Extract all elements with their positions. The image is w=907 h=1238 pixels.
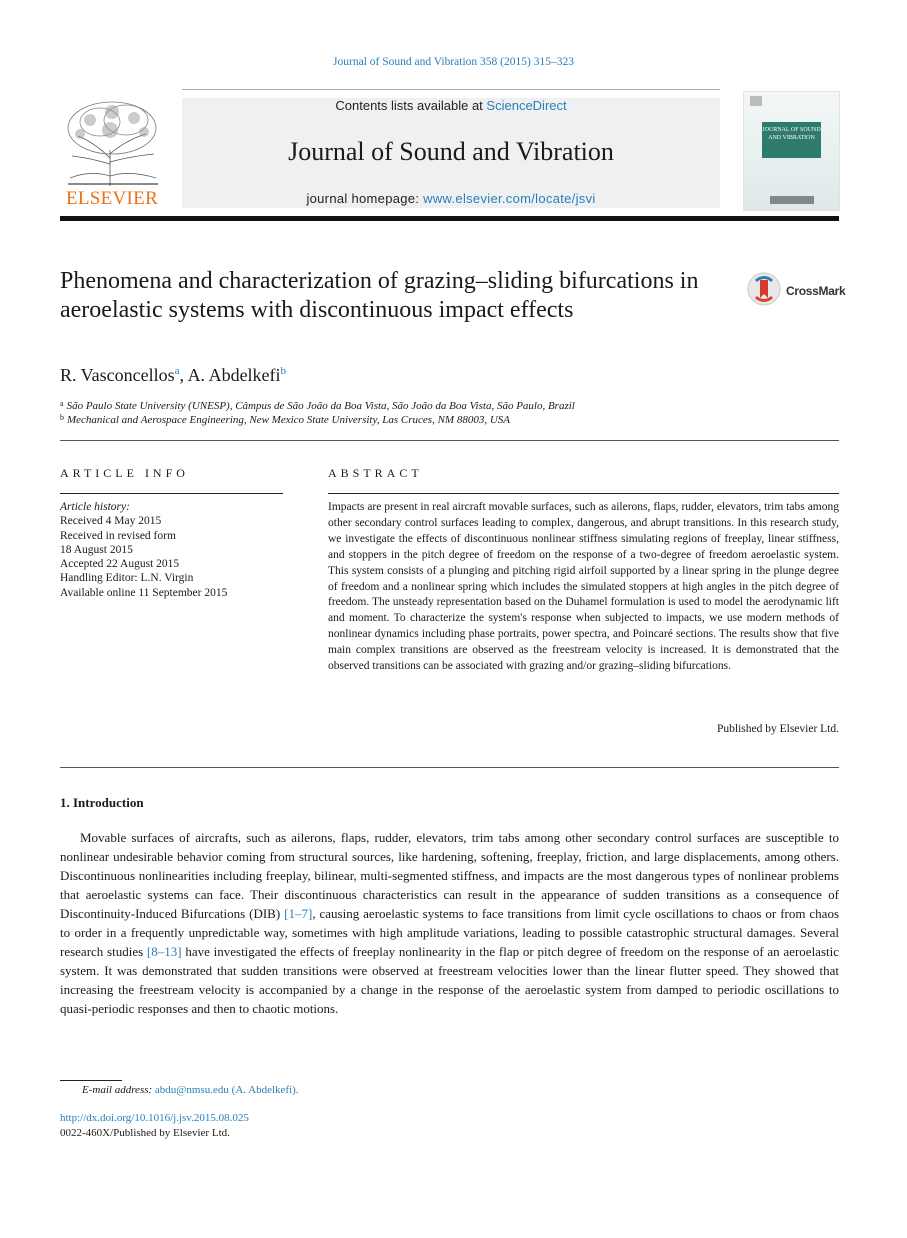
affiliation-text: São Paulo State University (UNESP), Câmpus de São João da Boa Vista, São João da Boa Vista, São Paulo, Brazil xyxy=(66,400,575,412)
cover-publisher-mark xyxy=(770,196,814,204)
affiliation-marker: a xyxy=(60,399,64,408)
footnote-rule xyxy=(60,1080,122,1081)
affiliation-b xyxy=(60,413,510,426)
elsevier-logo xyxy=(60,98,164,210)
article-history xyxy=(60,500,227,600)
reference-link[interactable]: [8–13] xyxy=(146,944,182,959)
doi-link[interactable]: http://dx.doi.org/10.1016/j.jsv.2015.08.025 xyxy=(60,1112,249,1124)
cover-corner-icon xyxy=(750,96,762,106)
journal-name: Journal of Sound and Vibration xyxy=(288,137,614,166)
issn-line: 0022-460X/Published by Elsevier Ltd. xyxy=(60,1127,230,1139)
article-info-heading: ARTICLE INFO xyxy=(60,466,189,480)
intro-text: , causing aeroelastic systems to face transitions from limit cycle oscillations to chaos or from chaos to order in a frequently unpredictable way, sometimes with high amplitude variations, leading to possible catastrophic structural damages. Several research studies xyxy=(60,906,840,959)
author-separator: , xyxy=(179,365,185,385)
elsevier-wordmark: ELSEVIER xyxy=(65,188,159,209)
history-item: Received 4 May 2015 xyxy=(60,515,162,528)
author-affiliation-marker[interactable]: b xyxy=(280,365,287,377)
header-divider xyxy=(60,440,839,441)
history-item: Received in revised form xyxy=(60,529,176,542)
masthead-bottom-rule xyxy=(60,216,839,221)
article-title: Phenomena and characterization of grazing–sliding bifurcations in aeroelastic systems with discontinuous impact effects xyxy=(60,268,699,323)
abstract-text: Impacts are present in real aircraft movable surfaces, such as ailerons, flaps, rudder, elevators, trim tabs among other secondary control surfaces leading to complex, dangerous, and abrupt transitions. In this research study, we investigate the effects of discontinuous nonlinear stiffness simulating regions of freeplay, linear stiffness, and stoppers in the pitch degree of freedom on the response of a two-degree of freedom aeroelastic system. This system consists of a plunging and pitching rigid airfoil supported by a linear spring in the plunge degree of freedom and a nonlinear spring which includes the simulated stoppers at high angles in the pitch degree of freedom. The unsteady representation based on the Duhamel formulation is used to model the aerodynamic lift and moment. To characterize the system's response when subjected to impacts, we use modern methods of nonlinear dynamics including phase portraits, power spectra, and Poincaré sections. The results show that five main complex transitions are observed as the freestream velocity is increased. It is demonstrated that the observed transitions can be associated with grazing and/or grazing–sliding bifurcations. xyxy=(328,501,839,673)
footnote-email xyxy=(82,1084,299,1096)
history-label: Article history: xyxy=(60,501,130,513)
abstract-divider xyxy=(60,767,839,768)
abstract-rule xyxy=(328,493,839,494)
author-name[interactable]: A. Abdelkefi xyxy=(187,365,281,385)
section-heading-introduction: 1. Introduction xyxy=(60,795,144,810)
contents-prefix: Contents lists available at xyxy=(335,98,483,113)
journal-citation-link[interactable]: Journal of Sound and Vibration 358 (2015) 315–323 xyxy=(333,56,574,68)
crossmark-label[interactable]: CrossMark xyxy=(786,284,846,298)
journal-cover-thumbnail[interactable] xyxy=(743,91,840,211)
contents-line xyxy=(182,98,720,113)
crossmark-icon xyxy=(746,271,782,307)
article-info-rule xyxy=(60,493,283,494)
intro-text: have investigated the effects of freeplay nonlinearity in the flap or pitch degree of freedom on the response of an aeroelastic system. It was demonstrated that sudden transitions were observed at freestream velocities lower than the linear flutter speed. They showed that increasing the freestream velocity is accompanied by a change in the response of the aeroelastic system from damped to periodic oscillations to quasi-periodic responses and then to chaotic motions. xyxy=(60,944,840,1016)
homepage-line xyxy=(182,191,720,206)
sciencedirect-link[interactable]: ScienceDirect xyxy=(486,98,567,113)
affiliation-a xyxy=(60,399,575,412)
reference-link[interactable]: [1–7] xyxy=(284,906,313,921)
history-item: Available online 11 September 2015 xyxy=(60,586,228,599)
author-name[interactable]: R. Vasconcellos xyxy=(60,365,175,385)
author-list xyxy=(60,365,286,386)
email-label: E-mail address: xyxy=(82,1084,153,1096)
published-by: Published by Elsevier Ltd. xyxy=(716,723,839,735)
abstract-heading: ABSTRACT xyxy=(328,466,423,480)
email-link[interactable]: abdu@nmsu.edu (A. Abdelkefi). xyxy=(154,1084,299,1096)
history-item: Accepted 22 August 2015 xyxy=(60,558,180,571)
affiliation-text: Mechanical and Aerospace Engineering, New Mexico State University, Las Cruces, NM 88003, USA xyxy=(67,414,510,426)
cover-title-box: JOURNAL OF SOUND AND VIBRATION xyxy=(762,122,821,158)
affiliation-marker: b xyxy=(60,413,64,422)
history-item: Handling Editor: L.N. Virgin xyxy=(60,572,194,585)
history-item: 18 August 2015 xyxy=(60,543,133,556)
author-affiliation-marker[interactable]: a xyxy=(174,365,180,377)
homepage-prefix: journal homepage: xyxy=(306,191,420,206)
elsevier-tree-icon xyxy=(60,98,164,188)
introduction-paragraph xyxy=(60,828,839,1018)
homepage-link[interactable]: www.elsevier.com/locate/jsvi xyxy=(423,191,596,206)
masthead-top-rule xyxy=(182,89,720,90)
intro-text: Movable surfaces of aircrafts, such as ailerons, flaps, rudder, elevators, trim tabs among other secondary control surfaces are susceptible to nonlinear undesirable behavior coming from structural sources, like hardening, softening, freeplay, friction, and large displacements, among others. Discontinuous nonlinearities including freeplay, bilinear, multi-segmented stiffness, and impacts are the most dangerous types of nonlinear problems that aeroelastic systems can face. Their discontinuous characteristics can result in the appearance of sudden transitions as a consequence of Discontinuity-Induced Bifurcations (DIB) xyxy=(60,830,839,921)
